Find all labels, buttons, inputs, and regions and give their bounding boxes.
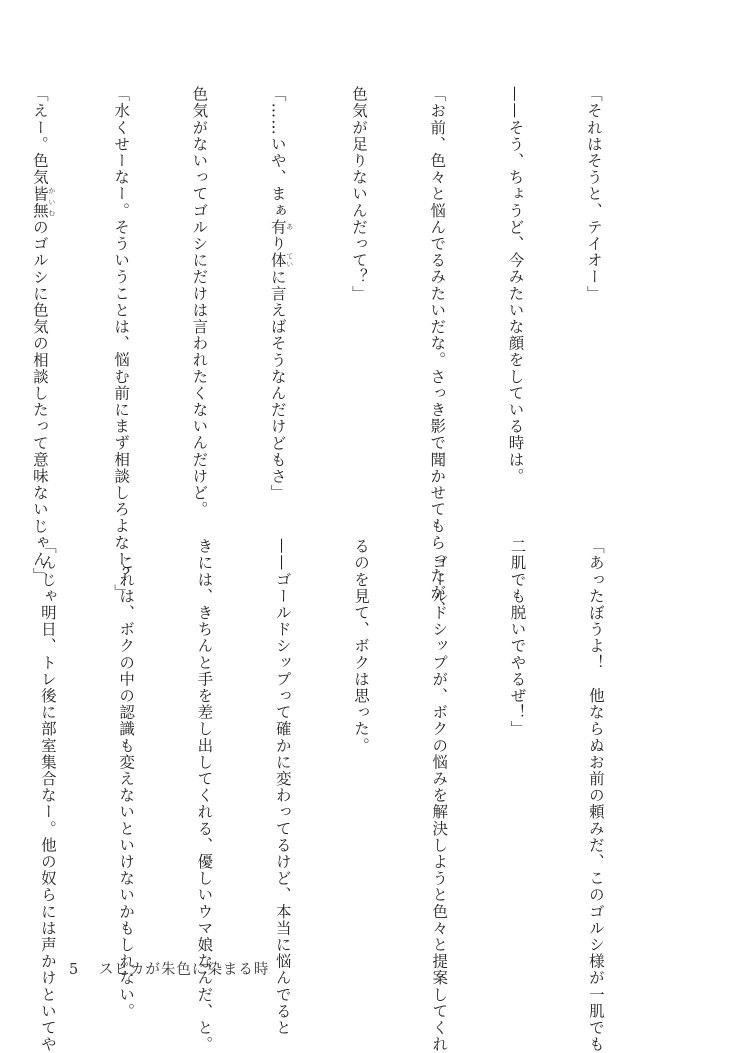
text-line: 「んじゃ明日、トレ後に部室集合なー。他の奴らには声かけといてや	[38, 538, 57, 1053]
page-footer	[69, 958, 269, 979]
text-line: 色気が足りないんだって？」	[349, 86, 368, 302]
ruby-tei: 体 てい	[268, 252, 294, 269]
text-line: きには、きちんと手を差し出してくれる、優しいウマ娘なんだ、と。	[195, 538, 214, 1053]
text-line: 色気がないってゴルシにだけは言われたくないんだけど。	[190, 86, 209, 518]
text-line: ——そう、ちょうど、今みたいな顔をしている時は。	[506, 86, 525, 485]
text-line: ——ゴールドシップって確かに変わってるけど、本当に悩んでると	[273, 538, 292, 1036]
text-line: 「あったぼうよ！ 他ならぬお前の頼みだ、このゴルシ様が一肌でも	[586, 538, 605, 1053]
ruby-kaimu: 皆無 かいむ	[30, 185, 56, 219]
text-line: 「水くせーなー。そういうことは、悩む前にまず相談しろよなー？」	[112, 86, 131, 601]
text-line: 二肌でも脱いでやるぜ！」	[508, 538, 527, 738]
text-line-with-ruby: 「……いや、まぁ有 あり体 ていに言えばそうなんだけどもさ」	[268, 86, 294, 502]
text-line: ゴールドシップが、ボクの悩みを解決しようと色々と提案してくれ	[430, 538, 449, 1053]
running-title: スピカが朱色に染まる時	[98, 962, 270, 978]
ruby-ari: 有 あ	[268, 218, 294, 236]
text-line: これは、ボクの中の認識も変えないといけないかもしれない。	[117, 538, 136, 1020]
text-line: 「お前、色々と悩んでるみたいだな。さっき影で聞かせてもらったが、	[428, 86, 447, 618]
top-text-block	[0, 86, 659, 618]
page-number: 5	[69, 962, 80, 978]
text-line: るのを見て、ボクは思った。	[351, 538, 370, 754]
text-line: 「それはそうと、テイオー」	[584, 86, 603, 302]
text-line-with-ruby: 「えー。色気皆無 かいむのゴルシに色気の相談したって意味ないじゃん」	[30, 86, 56, 585]
